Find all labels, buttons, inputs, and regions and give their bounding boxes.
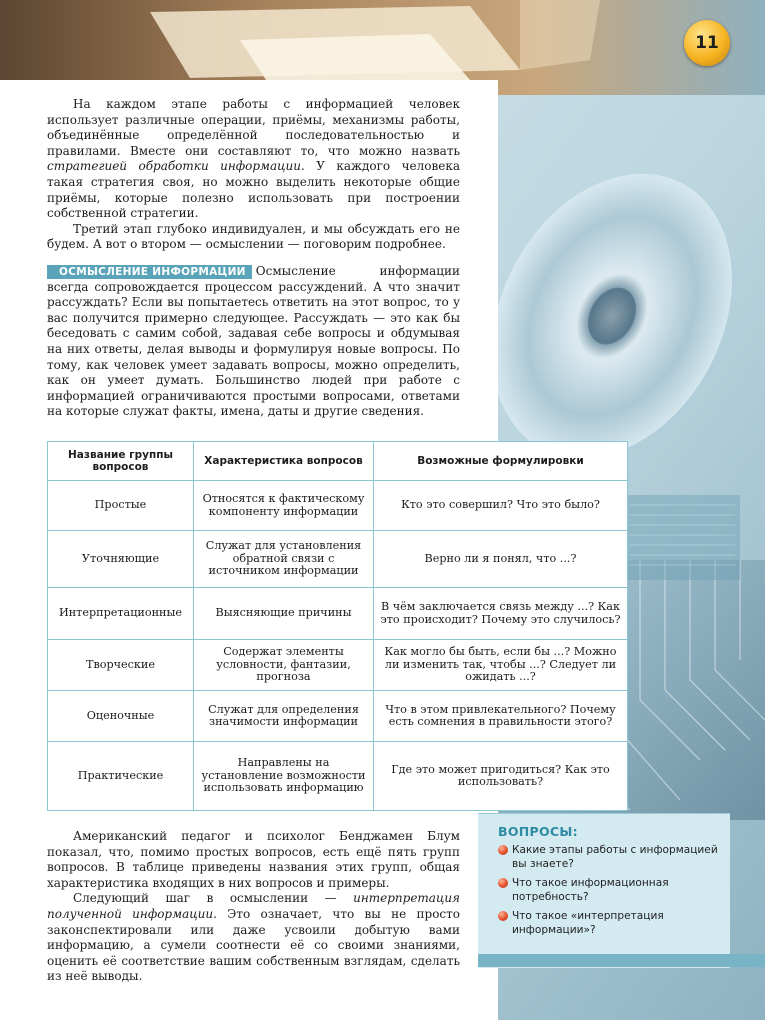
group-name-cell: Творческие — [48, 640, 194, 691]
section-label: ОСМЫСЛЕНИЕ ИНФОРМАЦИИ — [47, 265, 252, 279]
questions-box — [478, 813, 730, 968]
description-cell: Служат для определения значимости информации — [194, 691, 374, 742]
bullet-icon — [498, 878, 508, 888]
table-row — [48, 481, 628, 531]
description-cell: Служат для установления обратной связи с источником информации — [194, 531, 374, 588]
examples-cell: Кто это совершил? Что это было? — [374, 481, 628, 531]
column-header: Характеристика вопросов — [194, 442, 374, 481]
table-header-row — [48, 442, 628, 481]
questions-box-footer — [478, 954, 765, 967]
examples-cell: Что в этом привлекательного? Почему есть сомнения в правильности этого? — [374, 691, 628, 742]
list-item: Что такое «интерпретация информации»? — [498, 909, 722, 937]
column-header: Название группы вопросов — [48, 442, 194, 481]
bullet-icon — [498, 911, 508, 921]
list-item: Что такое информационная потребность? — [498, 876, 722, 904]
examples-cell: Как могло бы быть, если бы ...? Можно ли изменить так, чтобы ...? Следует ли ожидать ...? — [374, 640, 628, 691]
paragraph: Следующий шаг в осмыслении — интерпретация полученной информации. Это означает, что вы не просто законспектировали или даже усвоили добытую вами информацию, а сумели соотнести её со своими знаниями, оценить её соответствие вашим собственным взглядам, сделать из неё выводы. — [47, 891, 460, 984]
emphasis: интерпретация полученной информации — [47, 891, 460, 921]
outro-text — [47, 829, 460, 985]
examples-cell: Где это может пригодиться? Как это использовать? — [374, 742, 628, 811]
intro-text — [47, 97, 460, 253]
paragraph: ОСМЫСЛЕНИЕ ИНФОРМАЦИИ Осмысление информации всегда сопровождается процессом рассуждений. А что значит рассуждать? Если вы попытаетесь ответить на этот вопрос, то у вас получится примерно следующее. Рассуждать — это как бы беседовать с самим собой, задавая себе вопросы и обдумывая на них ответы, делая выводы и формулируя новые вопросы. По тому, как человек умеет задавать вопросы, можно определить, как он умеет думать. Большинство людей при работе с информацией ограничиваются простыми вопросами, ответами на которые служат факты, имена, даты и другие сведения. — [47, 264, 460, 419]
bullet-icon — [498, 845, 508, 855]
section-text — [47, 264, 460, 420]
group-name-cell: Простые — [48, 481, 194, 531]
paragraph: Третий этап глубоко индивидуален, и мы обсуждать его не будем. А вот о втором — осмыслении — поговорим подробнее. — [47, 221, 460, 252]
examples-cell: Верно ли я понял, что ...? — [374, 531, 628, 588]
description-cell: Содержат элементы условности, фантазии, прогноза — [194, 640, 374, 691]
group-name-cell: Уточняющие — [48, 531, 194, 588]
table-row — [48, 531, 628, 588]
group-name-cell: Оценочные — [48, 691, 194, 742]
page-number: 11 — [684, 20, 730, 66]
description-cell: Относятся к фактическому компоненту информации — [194, 481, 374, 531]
questions-list — [498, 843, 722, 942]
description-cell: Выясняющие причины — [194, 588, 374, 640]
table-row — [48, 691, 628, 742]
examples-cell: В чём заключается связь между ...? Как это происходит? Почему это случилось? — [374, 588, 628, 640]
group-name-cell: Практические — [48, 742, 194, 811]
question-types-table — [47, 441, 628, 811]
paragraph: Американский педагог и психолог Бенджамен Блум показал, что, помимо простых вопросов, есть ещё пять групп вопросов. В таблице приведены названия этих групп, общая характеристика входящих в них вопросов и примеры. — [47, 829, 460, 890]
description-cell: Направлены на установление возможности использовать информацию — [194, 742, 374, 811]
list-item: Какие этапы работы с информацией вы знаете? — [498, 843, 722, 871]
table-row — [48, 588, 628, 640]
column-header: Возможные формулировки — [374, 442, 628, 481]
table-row — [48, 742, 628, 811]
table-row — [48, 640, 628, 691]
paragraph: На каждом этапе работы с информацией человек использует различные операции, приёмы, механизмы работы, объединённые определённой последовательностью и правилами. Вместе они составляют то, что можно назвать стратегией обработки информации. У каждого человека такая стратегия своя, но можно выделить некоторые общие приёмы, которые полезно использовать при построении собственной стратегии. — [47, 97, 460, 221]
group-name-cell: Интерпретационные — [48, 588, 194, 640]
emphasis: стратегией обработки информации — [47, 159, 301, 174]
questions-title: ВОПРОСЫ: — [498, 824, 578, 839]
